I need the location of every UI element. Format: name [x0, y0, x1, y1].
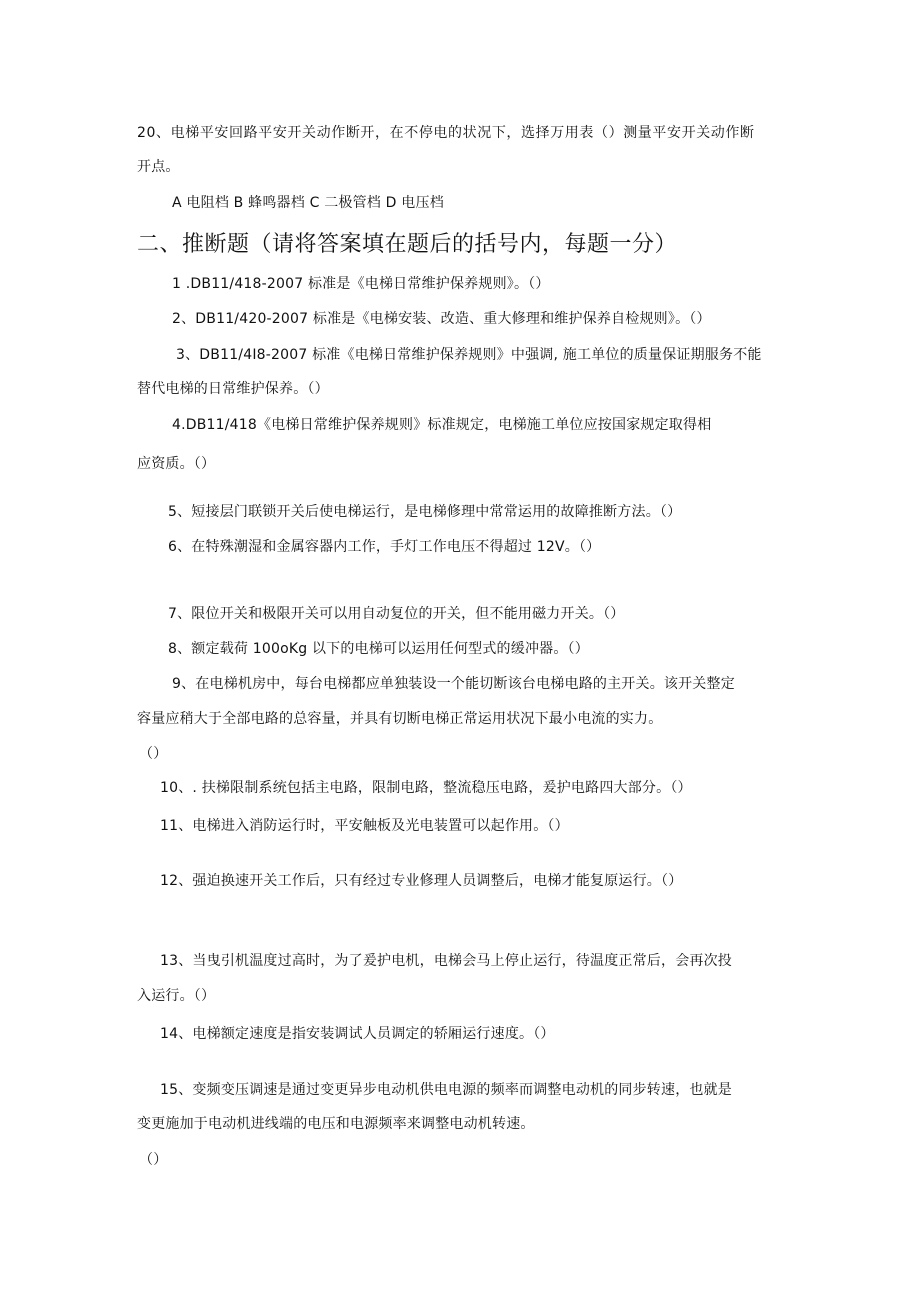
question-13-line-1: 13、当曳引机温度过高时，为了爰护电机，电梯会马上停止运行，待温度正常后，会再次投 [160, 953, 733, 969]
q20-line-1: 20、电梯平安回路平安开关动作断开，在不停电的状况下，选择万用表（）测量平安开关动作断 [137, 125, 755, 141]
question-15-line-2: 变更施加于电动机进线端的电压和电源频率来调整电动机转速。 [137, 1116, 535, 1132]
question-6: 6、在特殊潮湿和金属容器内工作，手灯工作电压不得超过 12V。（） [168, 539, 601, 555]
question-7: 7、限位开关和极限开关可以用自动复位的开关，但不能用磁力开关。（） [168, 606, 625, 622]
question-9-line-1: 9、在电梯机房中，每台电梯都应单独装设一个能切断该台电梯电路的主开关。该开关整定 [172, 676, 735, 692]
question-15-line-1: 15、变频变压调速是通过变更异步电动机供电电源的频率而调整电动机的同步转速，也就是 [160, 1082, 733, 1098]
question-10: 10、. 扶梯限制系统包括主电路，限制电路，整流稳压电路，爰护电路四大部分。（） [160, 780, 692, 796]
question-4-line-2: 应资质。（） [137, 456, 216, 472]
question-13-line-2: 入运行。（） [137, 988, 216, 1004]
question-9-line-2: 容量应稍大于全部电路的总容量，并具有切断电梯正常运用状况下最小电流的实力。 [137, 711, 663, 727]
section-2-heading: 二、推断题（请将答案填在题后的括号内，每题一分） [137, 232, 678, 257]
question-2: 2、DB11/420-2007 标准是《电梯安装、改造、重大修理和维护保养自检规则》。（） [172, 311, 711, 327]
question-5: 5、短接层门联锁开关后使电梯运行，是电梯修理中常常运用的故障推断方法。（） [168, 504, 682, 520]
question-3-line-1: 3、DB11/4I8-2007 标准《电梯日常维护保养规则》中强调, 施工单位的质量保证期服务不能 [176, 347, 762, 363]
question-12: 12、强迫换速开关工作后，只有经过专业修理人员调整后，电梯才能复原运行。（） [160, 873, 683, 889]
question-14: 14、电梯额定速度是指安装调试人员调定的轿厢运行速度。（） [160, 1026, 555, 1042]
question-9-line-3: （） [139, 746, 168, 762]
question-8: 8、额定载荷 100oKg 以下的电梯可以运用任何型式的缓冲器。（） [168, 641, 589, 657]
question-1: 1 .DB11/418-2007 标准是《电梯日常维护保养规则》。（） [172, 276, 550, 292]
q20-line-2: 开点。 [137, 159, 180, 175]
question-4-line-1: 4.DB11/418《电梯日常维护保养规则》标准规定，电梯施工单位应按国家规定取得相 [172, 417, 712, 433]
question-3-line-2: 替代电梯的日常维护保养。（） [137, 381, 329, 397]
q20-options: A 电阻档 B 蜂鸣器档 C 二极管档 D 电压档 [172, 195, 444, 211]
question-11: 11、电梯进入消防运行时，平安触板及光电装置可以起作用。（） [160, 818, 569, 834]
question-15-line-3: （） [139, 1152, 168, 1168]
